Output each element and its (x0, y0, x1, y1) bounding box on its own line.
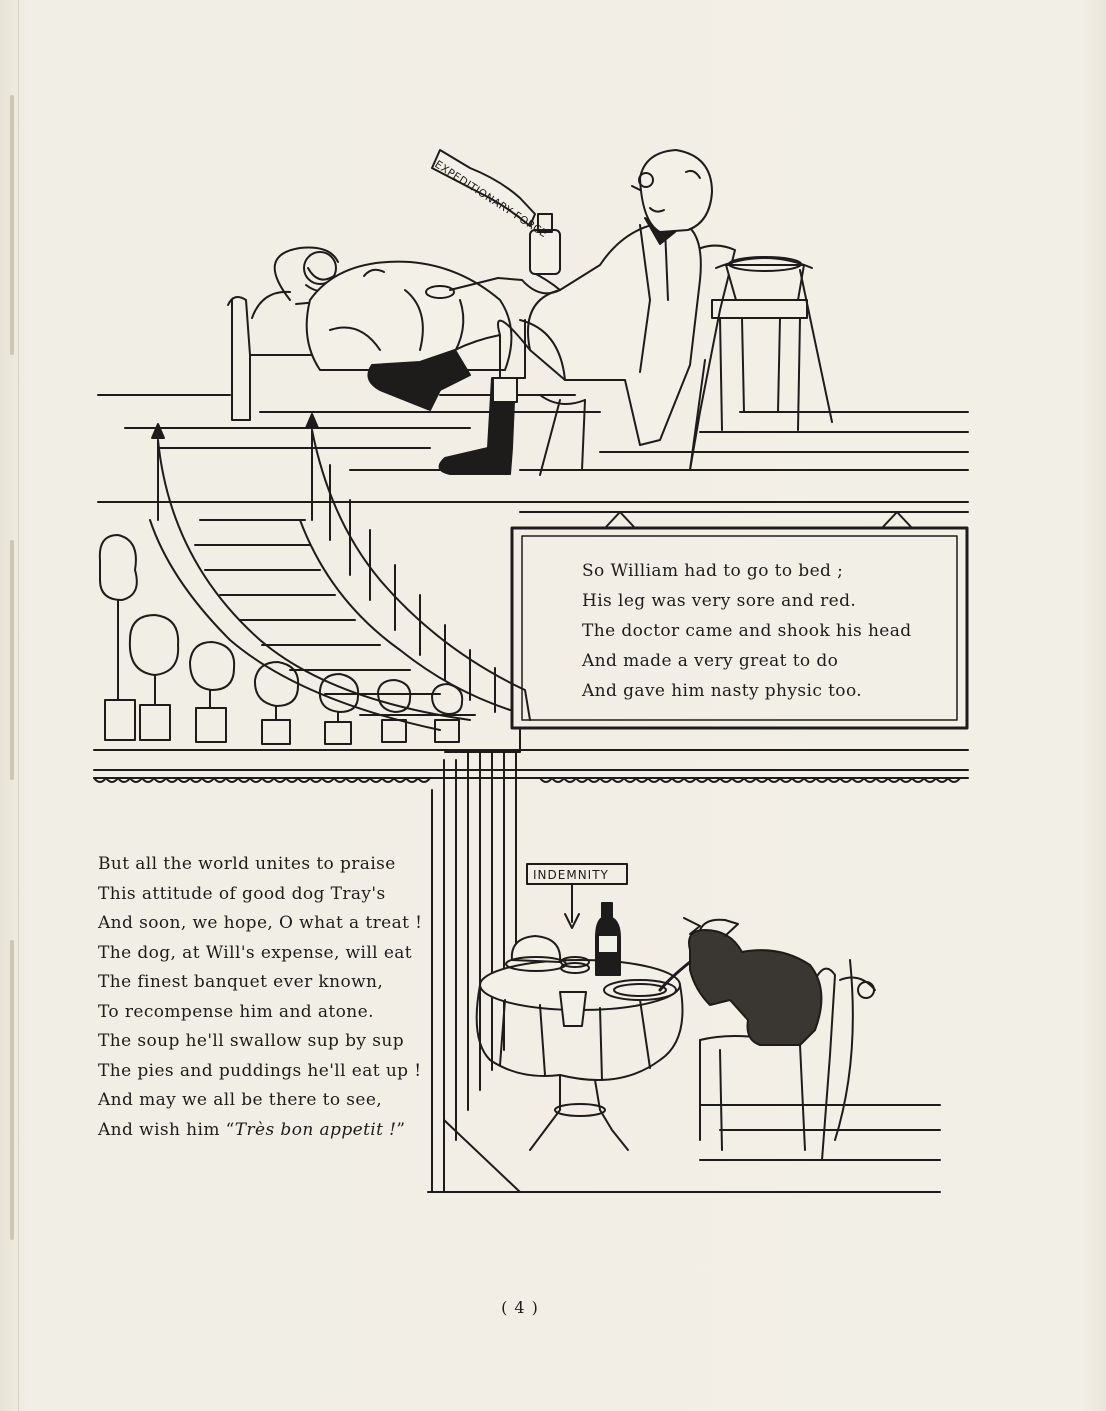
verse-top-line: And made a very great to do (582, 651, 839, 671)
verse-bottom-line: This attitude of good dog Tray's (98, 883, 386, 904)
banner-text: EXPEDITIONARY FORCE (432, 158, 550, 241)
page-number: ( 4 ) (501, 1298, 539, 1317)
verse-top-line: And gave him nasty physic too. (582, 681, 863, 701)
verse-bottom-line: To recompense him and atone. (98, 1001, 374, 1022)
verse-bottom-line: The soup he'll swallow sup by sup (98, 1031, 404, 1051)
verse-bottom (98, 850, 428, 1145)
verse-bottom-line: The pies and puddings he'll eat up ! (98, 1060, 422, 1081)
last-line-suffix: ” (396, 1119, 406, 1140)
verse-bottom-line: But all the world unites to praise (98, 854, 396, 874)
last-line-italic: Très bon appetit ! (234, 1119, 397, 1140)
curtain-wall (428, 730, 940, 1192)
dog-tray (660, 918, 875, 1160)
floor-lines (98, 395, 968, 470)
verse-bottom-line: And may we all be there to see, (98, 1090, 383, 1110)
dining-table (477, 903, 683, 1150)
potted-shrubs (100, 535, 462, 744)
verse-top-line: So William had to go to bed ; (582, 561, 844, 581)
sign-text: INDEMNITY (533, 868, 609, 882)
last-line-prefix: And wish him “ (98, 1119, 235, 1140)
verse-bottom-line: The dog, at Will's expense, will eat (98, 942, 413, 963)
verse-top-line: His leg was very sore and red. (582, 591, 857, 611)
verse-bottom-line: The finest banquet ever known, (98, 972, 384, 992)
verse-bottom-last-line (98, 1116, 428, 1146)
verse-top-line: The doctor came and shook his head (582, 621, 912, 641)
verse-top (582, 556, 942, 706)
verse-bottom-line: And soon, we hope, O what a treat ! (98, 913, 423, 933)
